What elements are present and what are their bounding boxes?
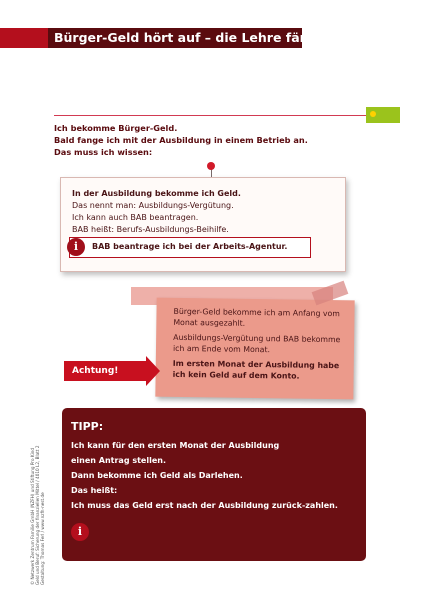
nest-logo (366, 107, 400, 135)
note-paragraph: Ausbildungs-Vergütung und BAB bekomme ich am Ende vom Monat. (172, 332, 341, 355)
sticky-note (155, 298, 354, 400)
card-line: In der Ausbildung bekomme ich Geld. (72, 189, 241, 198)
intro-line: Das muss ich wissen: (54, 147, 153, 157)
intro-line: Bald fange ich mit der Ausbildung in einem Betrieb an. (54, 135, 308, 145)
section-divider (54, 115, 366, 116)
bab-callout-text: BAB beantrage ich bei der Arbeits-Agentur. (92, 242, 288, 251)
intro-line: Ich bekomme Bürger-Geld. (54, 123, 178, 133)
info-icon: i (67, 238, 85, 256)
tipp-heading: TIPP: (71, 420, 104, 433)
credit-line: Geld und Beruf: Sicherung der finanziellen Mittel / 4010 L2, Blatt 2 (35, 445, 41, 585)
credit-line: © Netzwerk Zentrum Familie GmbH (NZFH) und Stiftung Pro Kind (30, 447, 35, 585)
credit-line: Gestaltung: Thomas Ferl / www.nzfh-nest.de (40, 492, 46, 585)
achtung-label: Achtung! (64, 361, 146, 381)
side-credits (30, 395, 46, 585)
arrow-right-icon (146, 356, 160, 386)
note-paragraph: Bürger-Geld bekomme ich am Anfang vom Monat ausgezahlt. (173, 306, 340, 328)
info-card (60, 177, 346, 272)
page-title: Bürger-Geld hört auf – die Lehre fängt an (48, 28, 302, 48)
card-line: Das nennt man: Ausbildungs-Vergütung. (72, 201, 234, 210)
bab-callout (69, 237, 311, 258)
tipp-box (62, 408, 366, 561)
info-icon: i (71, 523, 89, 541)
tipp-line: Ich kann für den ersten Monat der Ausbildung (71, 441, 280, 450)
sticky-note-text (172, 306, 354, 387)
intro-text (54, 122, 374, 158)
card-line: BAB heißt: Berufs-Ausbildungs-Beihilfe. (72, 225, 229, 234)
pushpin-icon (207, 162, 215, 170)
tipp-line: Ich muss das Geld erst nach der Ausbildung zurück-zahlen. (71, 501, 338, 510)
card-line: Ich kann auch BAB beantragen. (72, 213, 199, 222)
note-paragraph-bold: Im ersten Monat der Ausbildung habe ich kein Geld auf dem Konto. (172, 358, 340, 381)
tipp-line: einen Antrag stellen. (71, 456, 166, 465)
tipp-body (71, 438, 338, 513)
nest-logo-text: NEST (370, 126, 394, 135)
tipp-line: Dann bekomme ich Geld als Darlehen. (71, 471, 243, 480)
tipp-line: Das heißt: (71, 486, 118, 495)
sun-icon (370, 111, 376, 117)
header-accent-bar (0, 28, 48, 48)
info-card-text (72, 188, 241, 236)
